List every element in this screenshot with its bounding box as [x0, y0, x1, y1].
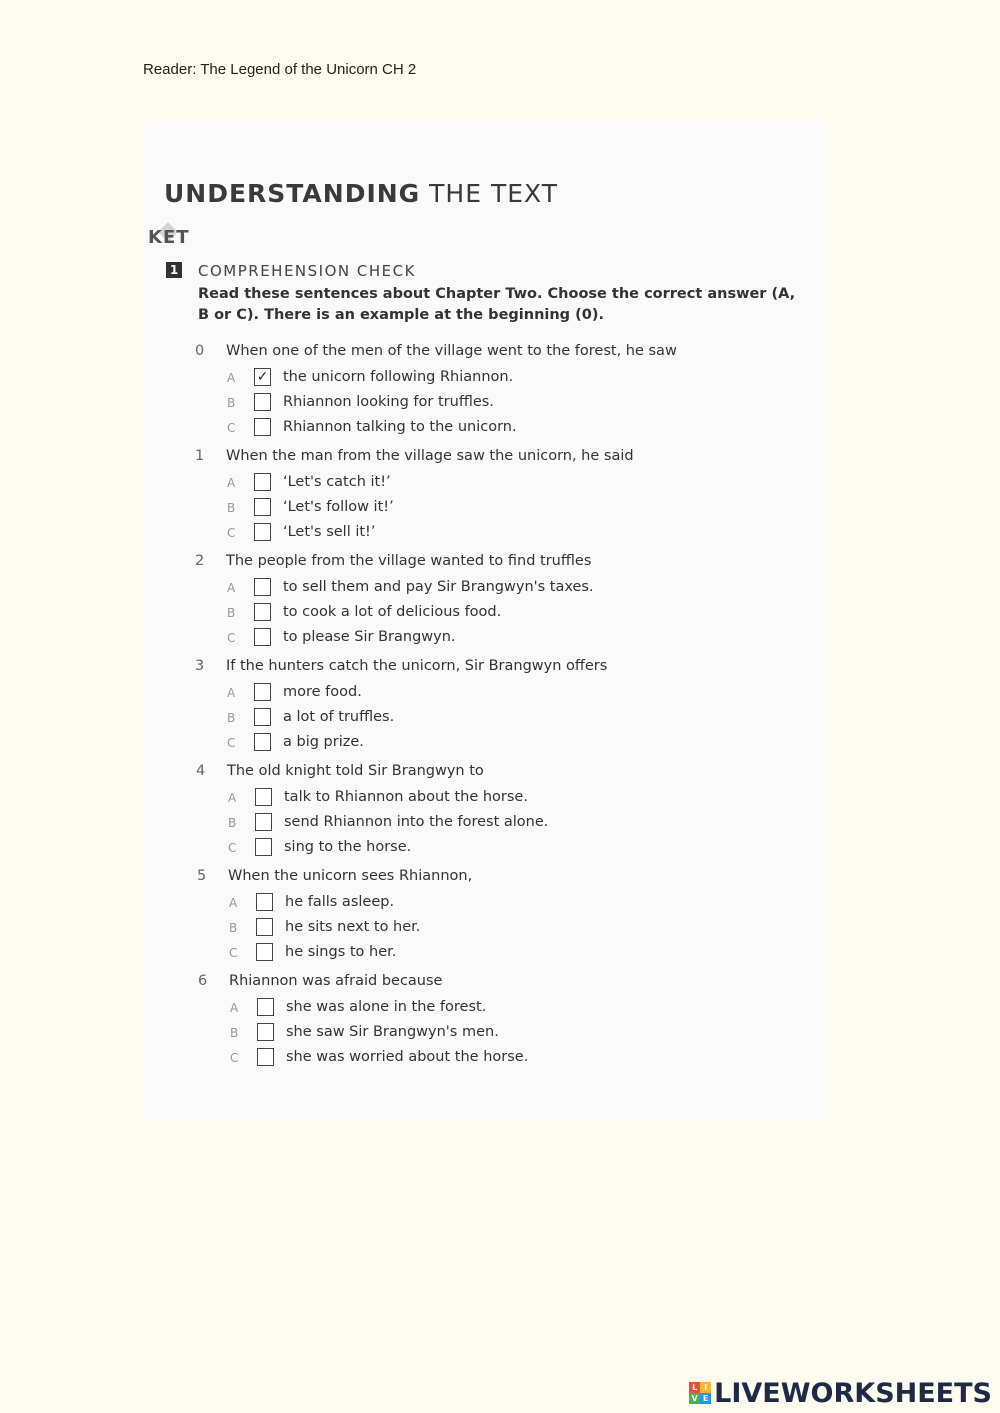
section-number: 1 — [166, 262, 182, 278]
option-c[interactable] — [195, 523, 795, 548]
answer-checkbox[interactable] — [257, 1048, 274, 1066]
option-text: talk to Rhiannon about the horse. — [284, 789, 528, 805]
option-letter: C — [227, 421, 236, 435]
reader-title: Reader: The Legend of the Unicorn CH 2 — [143, 61, 417, 78]
option-c[interactable] — [198, 1048, 798, 1073]
option-text: she was alone in the forest. — [286, 999, 487, 1015]
question-number: 1 — [195, 448, 205, 464]
option-text: she was worried about the horse. — [286, 1049, 529, 1065]
option-text: a big prize. — [283, 734, 364, 750]
answer-checkbox[interactable] — [256, 943, 273, 961]
logo-tile: V — [689, 1393, 700, 1404]
option-text: ‘Let's sell it!’ — [283, 524, 376, 540]
option-text: to please Sir Brangwyn. — [283, 629, 456, 645]
answer-checkbox[interactable] — [254, 578, 271, 596]
option-text: Rhiannon talking to the unicorn. — [283, 419, 517, 435]
question-number: 3 — [195, 658, 205, 674]
instructions: Read these sentences about Chapter Two. Choose the correct answer (A, B or C). There is an example at the beginning (0). — [198, 286, 796, 323]
question-4 — [196, 763, 796, 863]
option-a[interactable] — [195, 683, 795, 708]
option-text: she saw Sir Brangwyn's men. — [286, 1024, 499, 1040]
option-b[interactable] — [195, 708, 795, 733]
section-title: COMPREHENSION CHECK — [198, 262, 416, 280]
option-text: sing to the horse. — [284, 839, 412, 855]
question-stem — [195, 343, 795, 363]
option-c[interactable] — [195, 628, 795, 653]
option-letter: B — [227, 396, 236, 410]
question-6 — [198, 973, 798, 1073]
option-letter: A — [228, 791, 237, 805]
option-letter: C — [227, 526, 236, 540]
option-text: send Rhiannon into the forest alone. — [284, 814, 549, 830]
logo-tile: I — [700, 1382, 711, 1393]
question-stem — [195, 553, 795, 573]
heading-bold: UNDERSTANDING — [164, 179, 421, 208]
option-letter: C — [227, 631, 236, 645]
question-3 — [195, 658, 795, 758]
question-1 — [195, 448, 795, 548]
option-letter: A — [227, 476, 236, 490]
question-text: The people from the village wanted to find truffles — [226, 553, 592, 569]
question-stem — [195, 658, 795, 678]
question-text: Rhiannon was afraid because — [229, 973, 443, 989]
answer-checkbox[interactable] — [254, 683, 271, 701]
question-stem — [195, 448, 795, 468]
option-letter: A — [230, 1001, 239, 1015]
question-stem — [198, 973, 798, 993]
option-letter: C — [229, 946, 238, 960]
option-text: he sits next to her. — [285, 919, 421, 935]
answer-checkbox[interactable] — [256, 893, 273, 911]
question-number: 0 — [195, 343, 205, 359]
option-text: Rhiannon looking for truffles. — [283, 394, 494, 410]
answer-checkbox[interactable] — [257, 998, 274, 1016]
option-text: he falls asleep. — [285, 894, 395, 910]
option-text: he sings to her. — [285, 944, 397, 960]
option-letter: B — [227, 711, 236, 725]
option-a[interactable] — [195, 578, 795, 603]
answer-checkbox[interactable] — [254, 473, 271, 491]
question-text: The old knight told Sir Brangwyn to — [227, 763, 484, 779]
option-c[interactable] — [197, 943, 797, 968]
question-5 — [197, 868, 797, 968]
question-0 — [195, 343, 795, 443]
question-number: 4 — [196, 763, 206, 779]
option-letter: B — [230, 1026, 239, 1040]
answer-checkbox[interactable] — [255, 813, 272, 831]
question-2 — [195, 553, 795, 653]
question-text: When the man from the village saw the unicorn, he said — [226, 448, 634, 464]
answer-checkbox[interactable] — [255, 788, 272, 806]
answer-checkbox[interactable]: ✓ — [254, 368, 271, 386]
ket-badge: KET — [148, 227, 190, 248]
option-letter: B — [227, 501, 236, 515]
option-letter: C — [230, 1051, 239, 1065]
answer-checkbox[interactable] — [257, 1023, 274, 1041]
option-c[interactable] — [195, 733, 795, 758]
option-a[interactable] — [195, 368, 795, 393]
option-b[interactable] — [196, 813, 796, 838]
answer-checkbox[interactable] — [254, 708, 271, 726]
heading-light: THE TEXT — [420, 179, 558, 208]
answer-checkbox[interactable] — [254, 498, 271, 516]
answer-checkbox[interactable] — [255, 838, 272, 856]
question-number: 6 — [198, 973, 208, 989]
answer-checkbox[interactable] — [254, 733, 271, 751]
option-letter: B — [229, 921, 238, 935]
question-number: 2 — [195, 553, 205, 569]
option-b[interactable] — [195, 498, 795, 523]
option-letter: A — [229, 896, 238, 910]
option-text: the unicorn following Rhiannon. — [283, 369, 514, 385]
answer-checkbox[interactable] — [254, 393, 271, 411]
liveworksheets-logo-icon — [689, 1382, 711, 1404]
answer-checkbox[interactable] — [254, 603, 271, 621]
option-b[interactable] — [197, 918, 797, 943]
option-letter: B — [228, 816, 237, 830]
option-letter: A — [227, 581, 236, 595]
option-b[interactable] — [195, 603, 795, 628]
option-letter: C — [227, 736, 236, 750]
answer-checkbox[interactable] — [254, 418, 271, 436]
answer-checkbox[interactable] — [254, 523, 271, 541]
option-c[interactable] — [196, 838, 796, 863]
question-stem — [196, 763, 796, 783]
question-text: When one of the men of the village went to the forest, he saw — [226, 343, 677, 359]
option-a[interactable] — [196, 788, 796, 813]
worksheet-scan — [143, 119, 825, 1119]
option-letter: C — [228, 841, 237, 855]
option-a[interactable] — [195, 473, 795, 498]
question-text: When the unicorn sees Rhiannon, — [228, 868, 473, 884]
option-letter: A — [227, 371, 236, 385]
option-text: to cook a lot of delicious food. — [283, 604, 502, 620]
question-text: If the hunters catch the unicorn, Sir Brangwyn offers — [226, 658, 608, 674]
option-text: to sell them and pay Sir Brangwyn's taxes. — [283, 579, 594, 595]
option-a[interactable] — [198, 998, 798, 1023]
option-b[interactable] — [198, 1023, 798, 1048]
logo-tile: E — [700, 1393, 711, 1404]
option-a[interactable] — [197, 893, 797, 918]
liveworksheets-brand — [689, 1378, 992, 1408]
worksheet-heading — [164, 179, 558, 208]
question-number: 5 — [197, 868, 207, 884]
brand-name: LIVEWORKSHEETS — [714, 1377, 992, 1409]
option-text: more food. — [283, 684, 362, 700]
option-letter: B — [227, 606, 236, 620]
option-c[interactable] — [195, 418, 795, 443]
answer-checkbox[interactable] — [254, 628, 271, 646]
answer-checkbox[interactable] — [256, 918, 273, 936]
option-text: ‘Let's follow it!’ — [283, 499, 394, 515]
option-b[interactable] — [195, 393, 795, 418]
logo-tile: L — [689, 1382, 700, 1393]
option-text: ‘Let's catch it!’ — [283, 474, 391, 490]
option-text: a lot of truffles. — [283, 709, 395, 725]
question-stem — [197, 868, 797, 888]
option-letter: A — [227, 686, 236, 700]
